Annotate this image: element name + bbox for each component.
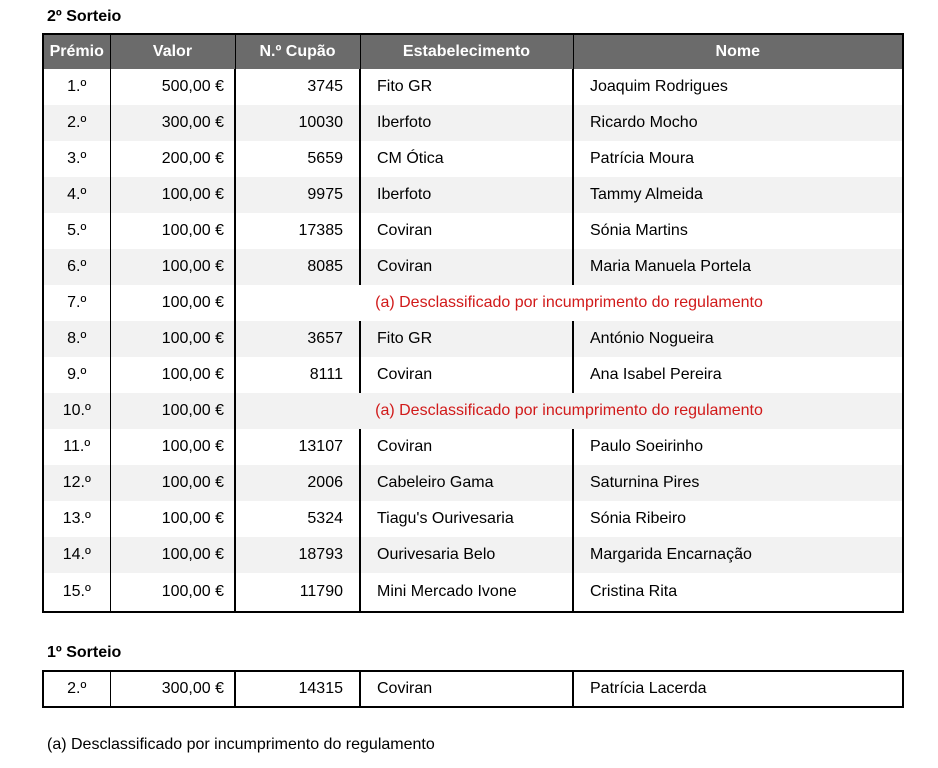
table-header-row (43, 34, 903, 69)
cell-premio: 11.º (43, 429, 110, 465)
table-row (43, 671, 903, 707)
cell-estabelecimento: Coviran (360, 429, 573, 465)
cell-valor: 100,00 € (110, 501, 235, 537)
cell-cupao: 11790 (235, 573, 360, 612)
cell-cupao: 2006 (235, 465, 360, 501)
cell-cupao: 3745 (235, 69, 360, 105)
header-nome: Nome (573, 34, 903, 69)
cell-premio: 14.º (43, 537, 110, 573)
cell-premio: 5.º (43, 213, 110, 249)
cell-valor: 100,00 € (110, 285, 235, 321)
cell-premio: 7.º (43, 285, 110, 321)
table-row (43, 321, 903, 357)
cell-premio: 15.º (43, 573, 110, 612)
header-valor: Valor (110, 34, 235, 69)
cell-cupao: 8111 (235, 357, 360, 393)
cell-premio: 9.º (43, 357, 110, 393)
cell-nome: Cristina Rita (590, 583, 678, 600)
cell-nome: Tammy Almeida (573, 177, 903, 213)
cell-cupao: 9975 (235, 177, 360, 213)
cell-nome: Joaquim Rodrigues (590, 78, 728, 95)
cell-nome: Sónia Ribeiro (590, 510, 687, 527)
cell-premio: 12.º (43, 465, 110, 501)
table-row (43, 105, 903, 141)
cell-disqualified-note: (a) Desclassificado por incumprimento do regulamento (375, 294, 763, 311)
cell-cupao: 13107 (235, 429, 360, 465)
cell-cupao: 3657 (235, 321, 360, 357)
cell-cupao: 18793 (235, 537, 360, 573)
cell-cupao: 10030 (235, 105, 360, 141)
header-cupao: N.º Cupão (235, 34, 360, 69)
cell-estabelecimento: Coviran (360, 671, 573, 707)
footnote: (a) Desclassificado por incumprimento do regulamento (47, 736, 435, 753)
cell-estabelecimento: Coviran (360, 357, 573, 393)
cell-cupao: 14315 (235, 671, 360, 707)
section2-title: 2º Sorteio (47, 8, 122, 25)
cell-valor: 300,00 € (110, 671, 235, 707)
cell-estabelecimento: Cabeleiro Gama (360, 465, 573, 501)
cell-valor: 100,00 € (110, 465, 235, 501)
cell-cupao: 5324 (235, 501, 360, 537)
cell-estabelecimento: Fito GR (360, 321, 573, 357)
cell-valor: 100,00 € (110, 357, 235, 393)
cell-estabelecimento: Iberfoto (360, 105, 573, 141)
cell-valor: 100,00 € (110, 321, 235, 357)
results-table-1st-draw (42, 670, 904, 708)
cell-cupao: 17385 (235, 213, 360, 249)
cell-estabelecimento: Coviran (360, 213, 573, 249)
table-row (43, 573, 903, 612)
cell-premio: 1.º (43, 69, 110, 105)
cell-valor: 100,00 € (110, 249, 235, 285)
cell-nome: Paulo Soeirinho (590, 438, 703, 455)
cell-disqualified-note: (a) Desclassificado por incumprimento do regulamento (235, 393, 903, 429)
cell-valor: 100,00 € (110, 573, 235, 612)
table-row (43, 537, 903, 573)
cell-premio: 13.º (43, 501, 110, 537)
cell-estabelecimento: Ourivesaria Belo (360, 537, 573, 573)
cell-estabelecimento: Coviran (360, 249, 573, 285)
cell-valor: 100,00 € (110, 429, 235, 465)
header-estabelecimento: Estabelecimento (360, 34, 573, 69)
cell-estabelecimento: CM Ótica (360, 141, 573, 177)
cell-cupao: 8085 (235, 249, 360, 285)
cell-nome: Patrícia Lacerda (590, 680, 707, 697)
cell-estabelecimento: Mini Mercado Ivone (360, 573, 573, 612)
table-row (43, 357, 903, 393)
cell-estabelecimento: Tiagu's Ourivesaria (360, 501, 573, 537)
table-row (43, 465, 903, 501)
table-row (43, 141, 903, 177)
cell-nome: Patrícia Moura (590, 150, 695, 167)
cell-cupao: 5659 (235, 141, 360, 177)
cell-estabelecimento: Fito GR (360, 69, 573, 105)
header-premio: Prémio (43, 34, 110, 69)
cell-valor: 500,00 € (110, 69, 235, 105)
cell-premio: 3.º (43, 141, 110, 177)
cell-premio: 8.º (43, 321, 110, 357)
cell-nome: Margarida Encarnação (573, 537, 903, 573)
table-row (43, 69, 903, 105)
table-row (43, 285, 903, 321)
cell-nome: Sónia Martins (590, 222, 688, 239)
cell-premio: 10.º (43, 393, 110, 429)
cell-valor: 300,00 € (110, 105, 235, 141)
cell-estabelecimento: Iberfoto (360, 177, 573, 213)
cell-premio: 2.º (43, 671, 110, 707)
cell-valor: 200,00 € (110, 141, 235, 177)
cell-nome: Ana Isabel Pereira (590, 366, 722, 383)
cell-valor: 100,00 € (110, 537, 235, 573)
cell-nome: Saturnina Pires (573, 465, 903, 501)
cell-valor: 100,00 € (110, 177, 235, 213)
section1-title: 1º Sorteio (47, 644, 122, 661)
cell-premio: 6.º (43, 249, 110, 285)
table-row (43, 177, 903, 213)
cell-premio: 2.º (43, 105, 110, 141)
cell-valor: 100,00 € (110, 213, 235, 249)
results-table-2nd-draw (42, 33, 904, 613)
table-row (43, 501, 903, 537)
table-row (43, 429, 903, 465)
cell-nome: Maria Manuela Portela (573, 249, 903, 285)
table-row (43, 393, 903, 429)
table-row (43, 213, 903, 249)
cell-valor: 100,00 € (110, 393, 235, 429)
cell-nome: António Nogueira (573, 321, 903, 357)
cell-nome: Ricardo Mocho (573, 105, 903, 141)
cell-premio: 4.º (43, 177, 110, 213)
table-row (43, 249, 903, 285)
